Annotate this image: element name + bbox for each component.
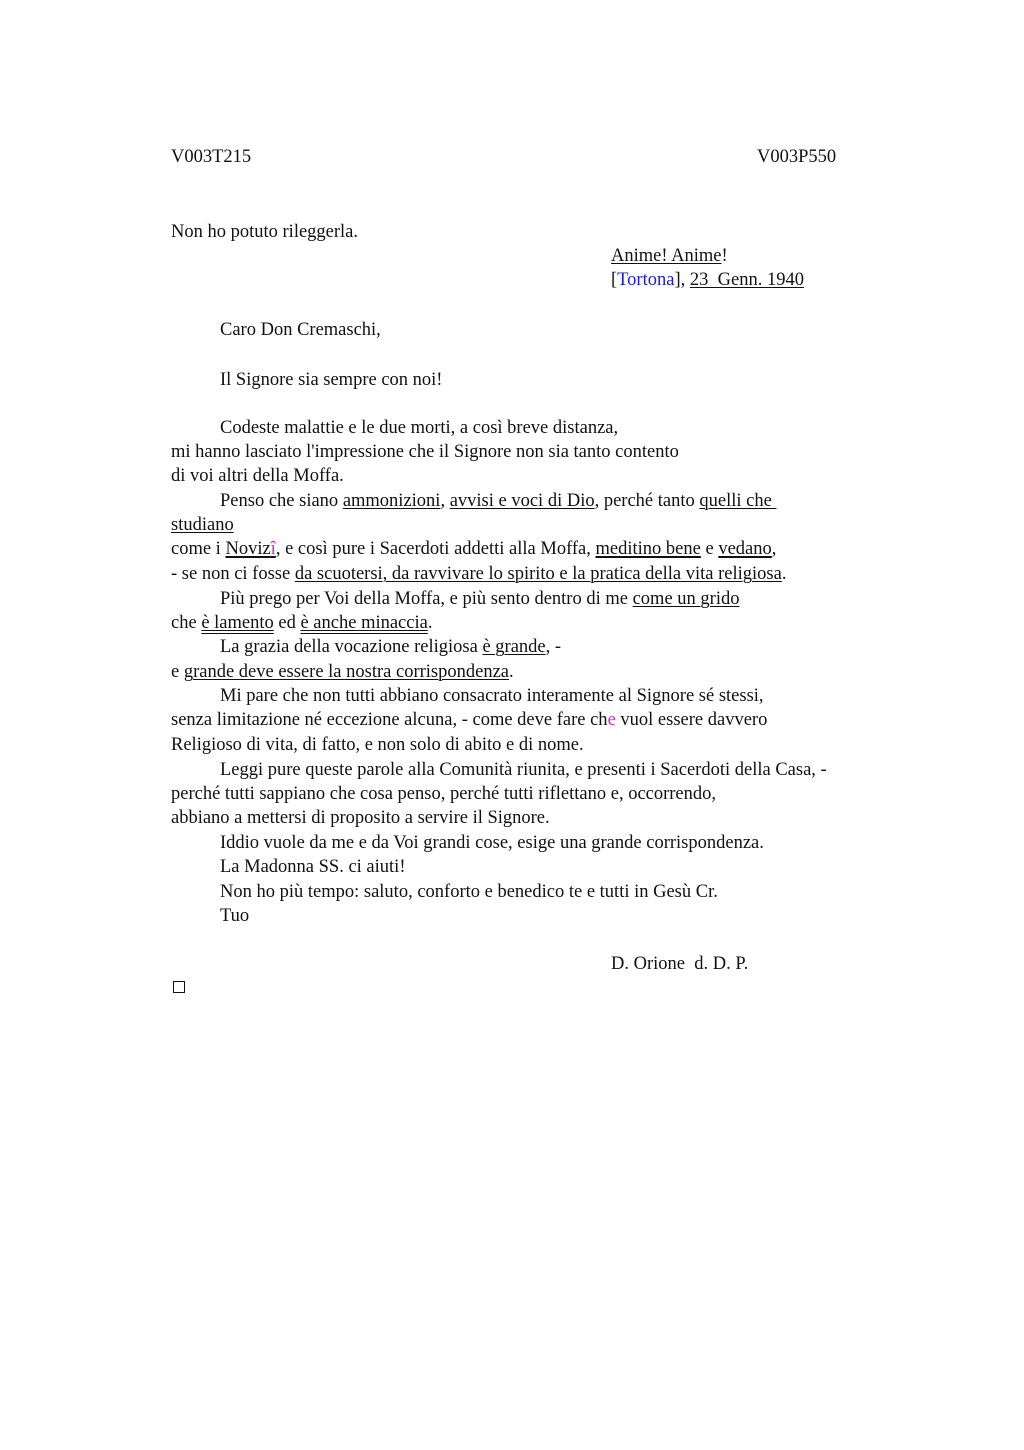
underlined-text [225, 539, 275, 559]
body-line: Religioso di vita, di fatto, e non solo di abito e di nome. [171, 735, 584, 755]
underlined-text: avvisi e voci di Dio [449, 491, 595, 511]
body-line [220, 489, 776, 513]
end-marker-box-icon [173, 981, 185, 993]
text: , - [545, 637, 562, 657]
text: vuol essere davvero [615, 710, 768, 730]
body-line: Mi pare che non tutti abbiano consacrato interamente al Signore sé stessi, [220, 686, 764, 706]
dateline-close: ], [674, 270, 690, 290]
double-underlined-text: è anche minaccia [300, 613, 428, 633]
text: , perché tanto [594, 491, 700, 511]
salutation: Caro Don Cremaschi, [220, 320, 381, 340]
body-line: Iddio vuole da me e da Voi grandi cose, esige una grande corrispondenza. [220, 833, 764, 853]
document-code-right: V003P550 [757, 147, 837, 167]
motto-end: ! [721, 246, 728, 266]
marginal-note: Non ho potuto rileggerla. [171, 222, 359, 242]
correction-mark: e [607, 710, 616, 730]
text: Più prego per Voi della Moffa, e più sento dentro di me [220, 589, 633, 609]
body-line: perché tutti sappiano che cosa penso, perché tutti riflettano e, occorrendo, [171, 784, 717, 804]
body-line [171, 562, 786, 586]
body-line [220, 587, 739, 611]
text: - se non ci fosse [171, 564, 295, 584]
text: e [171, 662, 184, 682]
underlined-text: da scuotersi, da ravvivare lo spirito e la pratica della vita religiosa [294, 564, 782, 584]
underlined-text: come un grido [632, 589, 740, 609]
text: . [427, 613, 433, 633]
dateline [611, 270, 804, 291]
correction-mark: î [270, 539, 276, 559]
text: che [171, 613, 202, 633]
motto-underlined: Anime! Anime [611, 246, 722, 266]
text: Noviz [225, 539, 271, 559]
underlined-text: ammonizioni [342, 491, 441, 511]
underlined-text: meditino bene [595, 539, 701, 559]
text: , [771, 539, 777, 559]
body-line: La Madonna SS. ci aiuti! [220, 857, 406, 877]
motto [611, 246, 728, 267]
body-line [220, 635, 561, 659]
greeting: Il Signore sia sempre con noi! [220, 370, 443, 390]
body-line [171, 611, 432, 635]
body-line [171, 537, 776, 561]
body-line: mi hanno lasciato l'impressione che il Signore non sia tanto contento [171, 442, 679, 462]
body-line: abbiano a mettersi di proposito a servire il Signore. [171, 808, 550, 828]
text: La grazia della vocazione religiosa [220, 637, 483, 657]
double-underlined-text: è lamento [201, 613, 274, 633]
body-line [171, 708, 767, 732]
dateline-open: [ [611, 270, 618, 290]
place-name: Tortona [617, 270, 675, 290]
text: . [509, 662, 514, 682]
signature: D. Orione d. D. P. [611, 954, 749, 974]
underlined-text: studiano [171, 515, 234, 535]
underlined-text: quelli che [699, 491, 777, 511]
underlined-text: è grande [482, 637, 546, 657]
body-line: Leggi pure queste parole alla Comunità riunita, e presenti i Sacerdoti della Casa, - [220, 760, 827, 780]
text: . [781, 564, 787, 584]
closing: Tuo [220, 906, 250, 926]
text: e [700, 539, 719, 559]
text: ed [273, 613, 301, 633]
text: Penso che siano [220, 491, 343, 511]
underlined-text: vedano [718, 539, 772, 559]
letter-date: 23 Genn. 1940 [689, 270, 804, 290]
body-line [171, 513, 234, 537]
text: come i [171, 539, 226, 559]
text: , [440, 491, 450, 511]
body-line: di voi altri della Moffa. [171, 466, 344, 486]
body-line [171, 660, 514, 684]
underlined-text: grande deve essere la nostra corrispondenza [183, 662, 509, 682]
body-line: Non ho più tempo: saluto, conforto e benedico te e tutti in Gesù Cr. [220, 882, 718, 902]
text: senza limitazione né eccezione alcuna, - come deve fare ch [171, 710, 608, 730]
text: , e così pure i Sacerdoti addetti alla Moffa, [275, 539, 596, 559]
body-line: Codeste malattie e le due morti, a così breve distanza, [220, 418, 619, 438]
document-code-left: V003T215 [171, 147, 252, 167]
